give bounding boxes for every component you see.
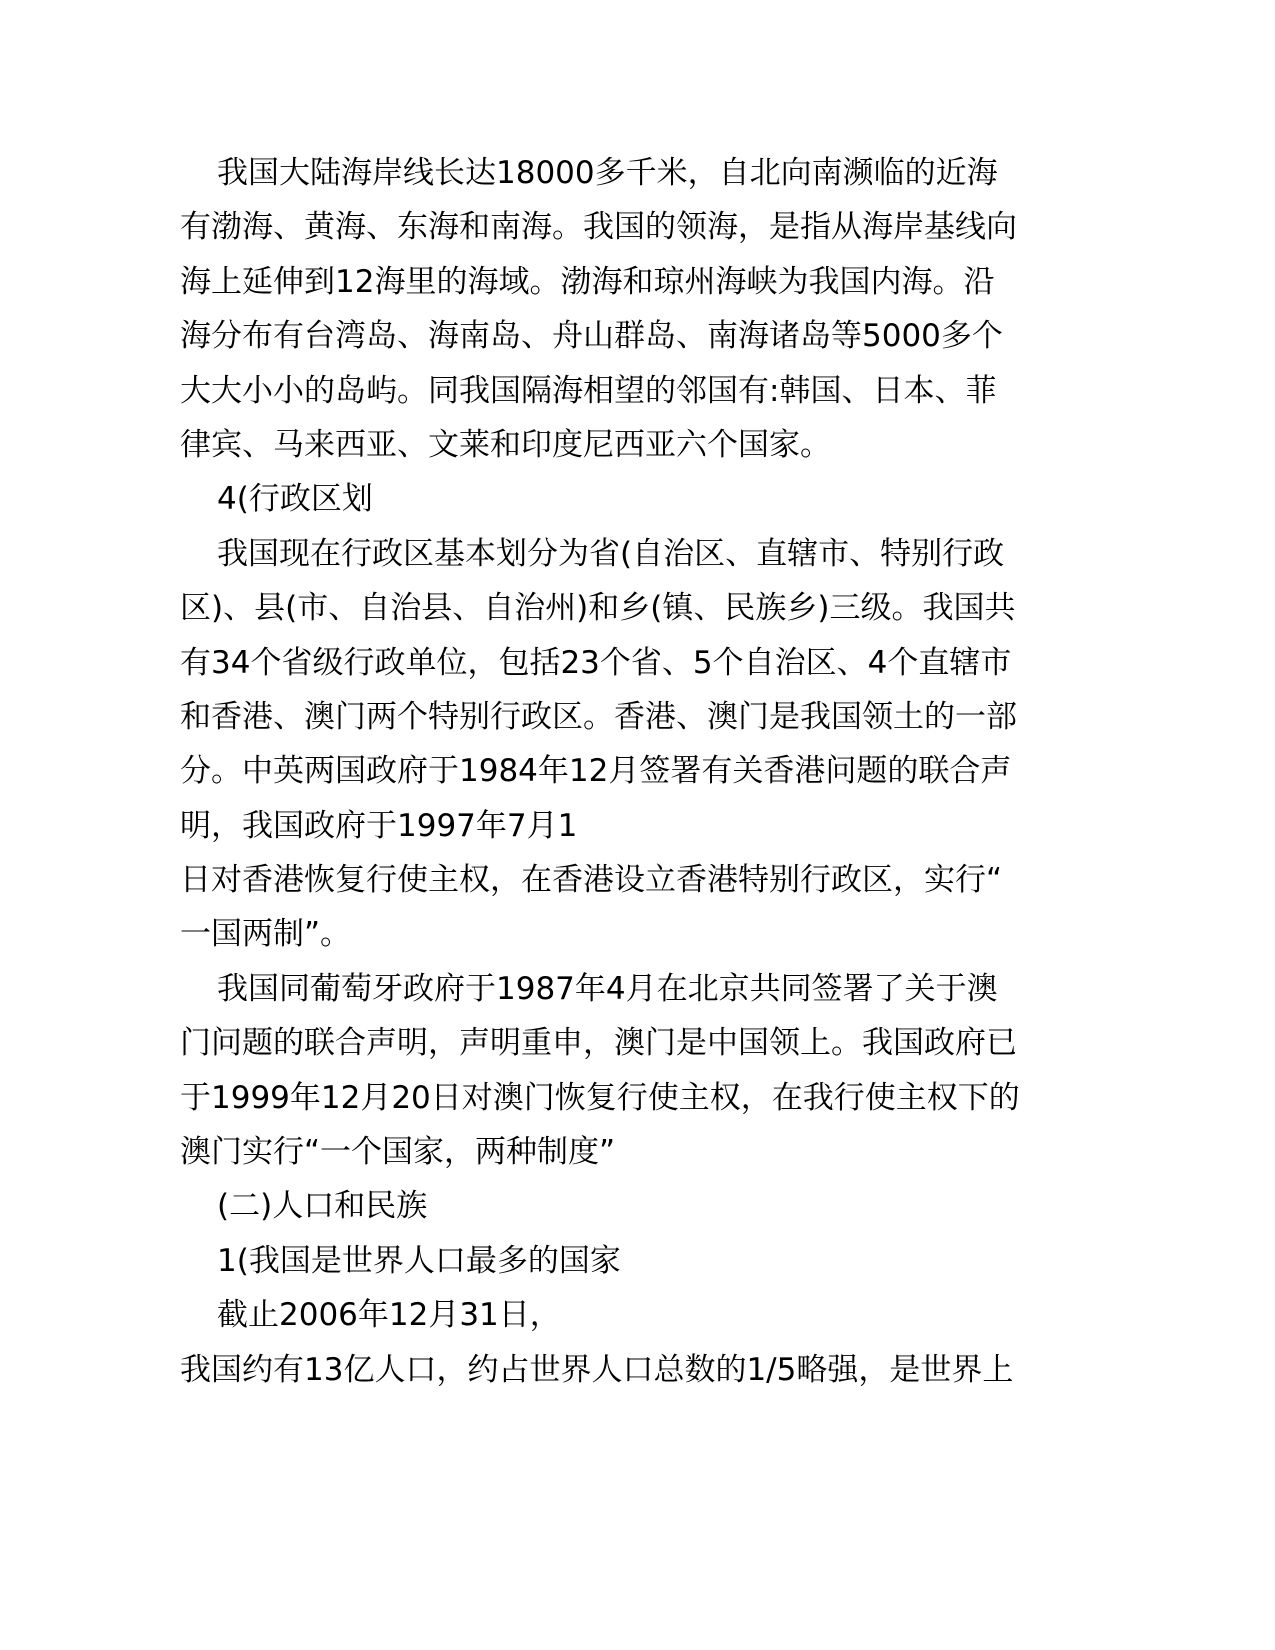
text-line: 海分布有台湾岛、海南岛、舟山群岛、南海诸岛等5000多个 <box>180 318 1003 355</box>
text-line: 我国现在行政区基本划分为省(自治区、直辖市、特别行政 <box>217 535 1005 572</box>
text-line: 截止2006年12月31日， <box>217 1297 561 1334</box>
text-line: 区)、县(市、自治县、自治州)和乡(镇、民族乡)三级。我国共 <box>180 590 1016 627</box>
text-line: 日对香港恢复行使主权，在香港设立香港特别行政区，实行“ <box>180 862 1003 899</box>
text-line: 于1999年12月20日对澳门恢复行使主权，在我行使主权下的 <box>180 1079 1020 1116</box>
text-line: 门问题的联合声明，声明重申，澳门是中国领上。我国政府已 <box>180 1025 1017 1062</box>
text-line: 我国约有13亿人口，约占世界人口总数的1/5略强，是世界上 <box>180 1351 1014 1388</box>
text-line: 有34个省级行政单位，包括23个省、5个自治区、4个直辖市 <box>180 644 1012 681</box>
section-heading: (二)人口和民族 <box>217 1188 428 1225</box>
text-line: 律宾、马来西亚、文莱和印度尼西亚六个国家。 <box>180 426 831 463</box>
text-line: 海上延伸到12海里的海域。渤海和琼州海峡为我国内海。沿 <box>180 263 995 300</box>
text-line: 我国大陆海岸线长达18000多千米，自北向南濒临的近海 <box>217 155 998 191</box>
text-line: 分。中英两国政府于1984年12月签署有关香港问题的联合声 <box>180 753 1012 790</box>
text-line: 我国同葡萄牙政府于1987年4月在北京共同签署了关于澳 <box>217 970 998 1007</box>
text-line: 有渤海、黄海、东海和南海。我国的领海，是指从海岸基线向 <box>180 209 1017 246</box>
document-body <box>180 146 1040 1397</box>
section-heading: 1(我国是世界人口最多的国家 <box>217 1242 621 1279</box>
text-line: 大大小小的岛屿。同我国隔海相望的邻国有:韩国、日本、菲 <box>180 372 997 409</box>
text-line: 和香港、澳门两个特别行政区。香港、澳门是我国领土的一部 <box>180 698 1017 735</box>
text-line: 一国两制”。 <box>180 916 352 953</box>
text-line: 明，我国政府于1997年7月1 <box>180 807 578 844</box>
text-line: 澳门实行“一个国家，两种制度” <box>180 1134 616 1171</box>
section-heading: 4(行政区划 <box>217 481 373 518</box>
